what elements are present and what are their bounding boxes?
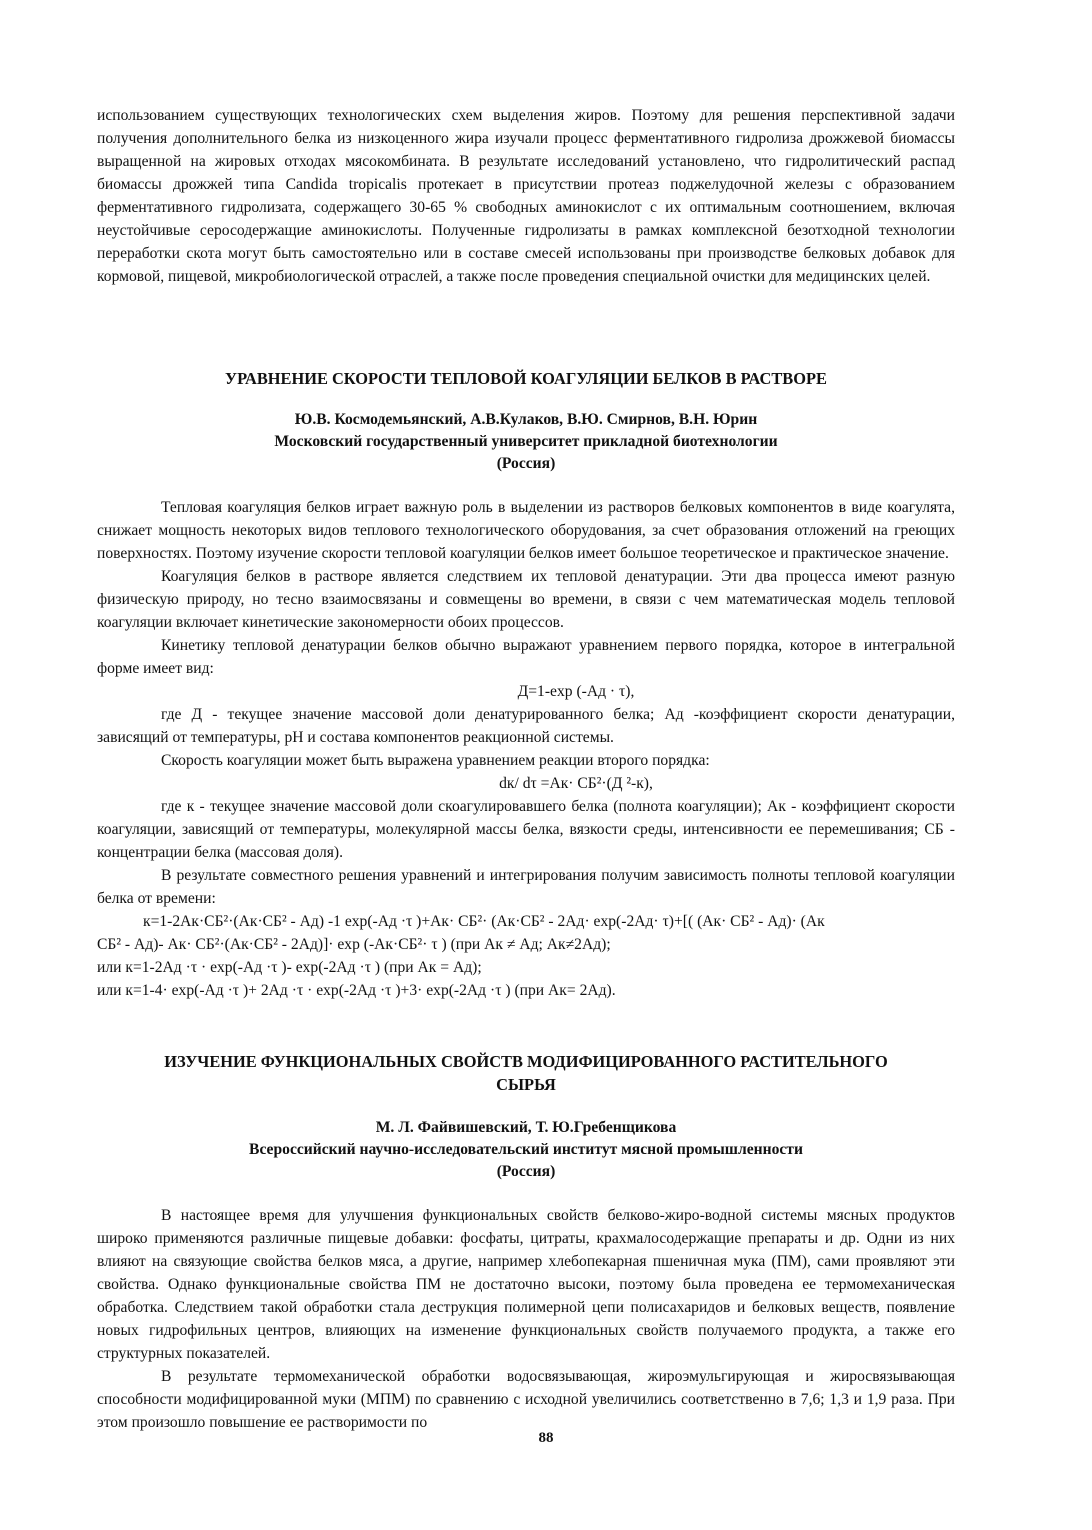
equation-coagulation-rate: dк/ dτ =Aк· CБ²·(Д ²-к), — [499, 775, 653, 792]
article-2-title: ИЗУЧЕНИЕ ФУНКЦИОНАЛЬНЫХ СВОЙСТВ МОДИФИЦИРОВАННОГО РАСТИТЕЛЬНОГО СЫРЬЯ — [164, 1052, 888, 1094]
article-2-paragraph-2: В результате термомеханической обработки водосвязывающая, жироэмульгирующая и жиросвязывающая способности модифицированной муки (МПМ) по сравнению с исходной увеличились соответственно в 7,6; 1,3 и 1,9 раза. При этом произошло повышение ее растворимости по — [97, 1368, 955, 1431]
article-1 — [97, 367, 955, 1002]
article-1-paragraph-5: Скорость коагуляции может быть выражена уравнением реакции второго порядка: — [161, 752, 710, 769]
article-1-paragraph-6: где к - текущее значение массовой доли скоагулировавшего белка (полнота коагуляции); Aк - коэффициент скорости коагуляции, зависящий от температуры, молекулярной массы белка, вязкости среды, интенсивности ее перемешивания; CБ - концентрации белка (массовая доля). — [97, 798, 955, 861]
article-1-paragraph-2: Коагуляция белков в растворе является следствием их тепловой денатурации. Эти два процесса имеют разную физическую природу, но тесно взаимосвязаны и совмещены во времени, в связи с чем математическая модель тепловой коагуляции включает кинетические закономерности обоих процессов. — [97, 568, 955, 631]
equation-case-double: или к=1-4· exp(-Aд ·τ )+ 2Aд ·τ · exp(-2Aд ·τ )+3· exp(-2Aд ·τ ) (при Aк= 2Aд). — [97, 982, 616, 999]
article-2-institution: Всероссийский научно-исследовательский институт мясной промышленности — [249, 1141, 803, 1158]
article-1-country: (Россия) — [496, 455, 556, 472]
intro-paragraph: использованием существующих технологических схем выделения жиров. Поэтому для решения перспективной задачи получения дополнительного белка из низкоценного жира изучали процесс ферментативного гидролиза дрожжевой биомассы выращенной на жировых отходах мясокомбината. В результате исследований установлено, что гидролитический распад биомассы дрожжей типа Candida tropicalis протекает в присутствии протеаз поджелудочной железы с образованием ферментативного гидролизата, содержащего 30-65 % свободных аминокислот с их оптимальным соотношением, включая неустойчивые серосодержащие аминокислоты. Полученные гидролизаты в рамках комплексной безотходной технологии переработки скота могут быть самостоятельно или в составе смесей использованы при производстве белковых добавок для кормовой, пищевой, микробиологической отраслей, а также после проведения специальной очистки для медицинских целей. — [97, 107, 955, 285]
article-2 — [97, 1050, 955, 1434]
equation-general-line-2: CБ² - Aд)- Aк· CБ²·(Aк·CБ² - 2Aд)]· exp (-Aк·CБ²· τ ) (при Aк ≠ Aд; Aк≠2Aд); — [97, 936, 611, 953]
equation-general-line-1: к=1-2Aк·CБ²·(Aк·CБ² - Aд) -1 exp(-Aд ·τ )+Aк· CБ²· (Aк·CБ² - 2Aд· exp(-2Aд· τ)+[( (Aк· CБ² - Aд)· (Aк — [143, 913, 825, 930]
article-1-title: УРАВНЕНИЕ СКОРОСТИ ТЕПЛОВОЙ КОАГУЛЯЦИИ БЕЛКОВ В РАСТВОРЕ — [225, 369, 827, 388]
article-2-authors: М. Л. Файвишевский, Т. Ю.Гребенщикова — [375, 1119, 677, 1136]
article-1-institution: Московский государственный университет прикладной биотехнологии — [274, 433, 778, 450]
equation-denaturation: Д=1-exp (-Aд · τ), — [517, 683, 635, 700]
article-1-paragraph-3: Кинетику тепловой денатурации белков обычно выражают уравнением первого порядка, которое в интегральной форме имеет вид: — [97, 637, 955, 677]
article-1-paragraph-7: В результате совместного решения уравнений и интегрирования получим зависимость полноты тепловой коагуляции белка от времени: — [97, 867, 955, 907]
article-1-paragraph-4: где Д - текущее значение массовой доли денатурированного белка; Aд -коэффициент скорости денатурации, зависящий от температуры, pH и состава компонентов реакционной системы. — [97, 706, 955, 746]
article-1-authors: Ю.В. Космодемьянский, А.В.Кулаков, В.Ю. Смирнов, В.Н. Юрин — [294, 411, 758, 428]
article-2-paragraph-1: В настоящее время для улучшения функциональных свойств белково-жиро-водной системы мясных продуктов широко применяются различные пищевые добавки: фосфаты, цитраты, крахмалосодержащие препараты и др. Одни из них влияют на связующие свойства белков мяса, а другие, например хлебопекарная пшеничная мука (ПМ), сами проявляют эти свойства. Однако функциональные свойства ПМ не достаточно высоки, поэтому была проведена ее термомеханическая обработка. Следствием такой обработки стала деструкция полимерной цепи полисахаридов и белковых веществ, появление новых гидрофильных центров, влияющих на изменение функциональных свойств получаемого продукта, а также его структурных показателей. — [97, 1207, 955, 1362]
article-2-country: (Россия) — [496, 1163, 556, 1180]
article-1-paragraph-1: Тепловая коагуляция белков играет важную роль в выделении из растворов белковых компонентов в виде коагулята, снижает мощность некоторых видов теплового технологического оборудования, за счет образования отложений на греющих поверхностях. Поэтому изучение скорости тепловой коагуляции белков имеет большое теоретическое и практическое значение. — [97, 499, 955, 562]
intro-section — [97, 104, 955, 288]
page-number: 88 — [538, 1430, 554, 1446]
equation-case-equal: или к=1-2Aд ·τ · exp(-Aд ·τ )- exp(-2Aд ·τ ) (при Aк = Aд); — [97, 959, 482, 976]
